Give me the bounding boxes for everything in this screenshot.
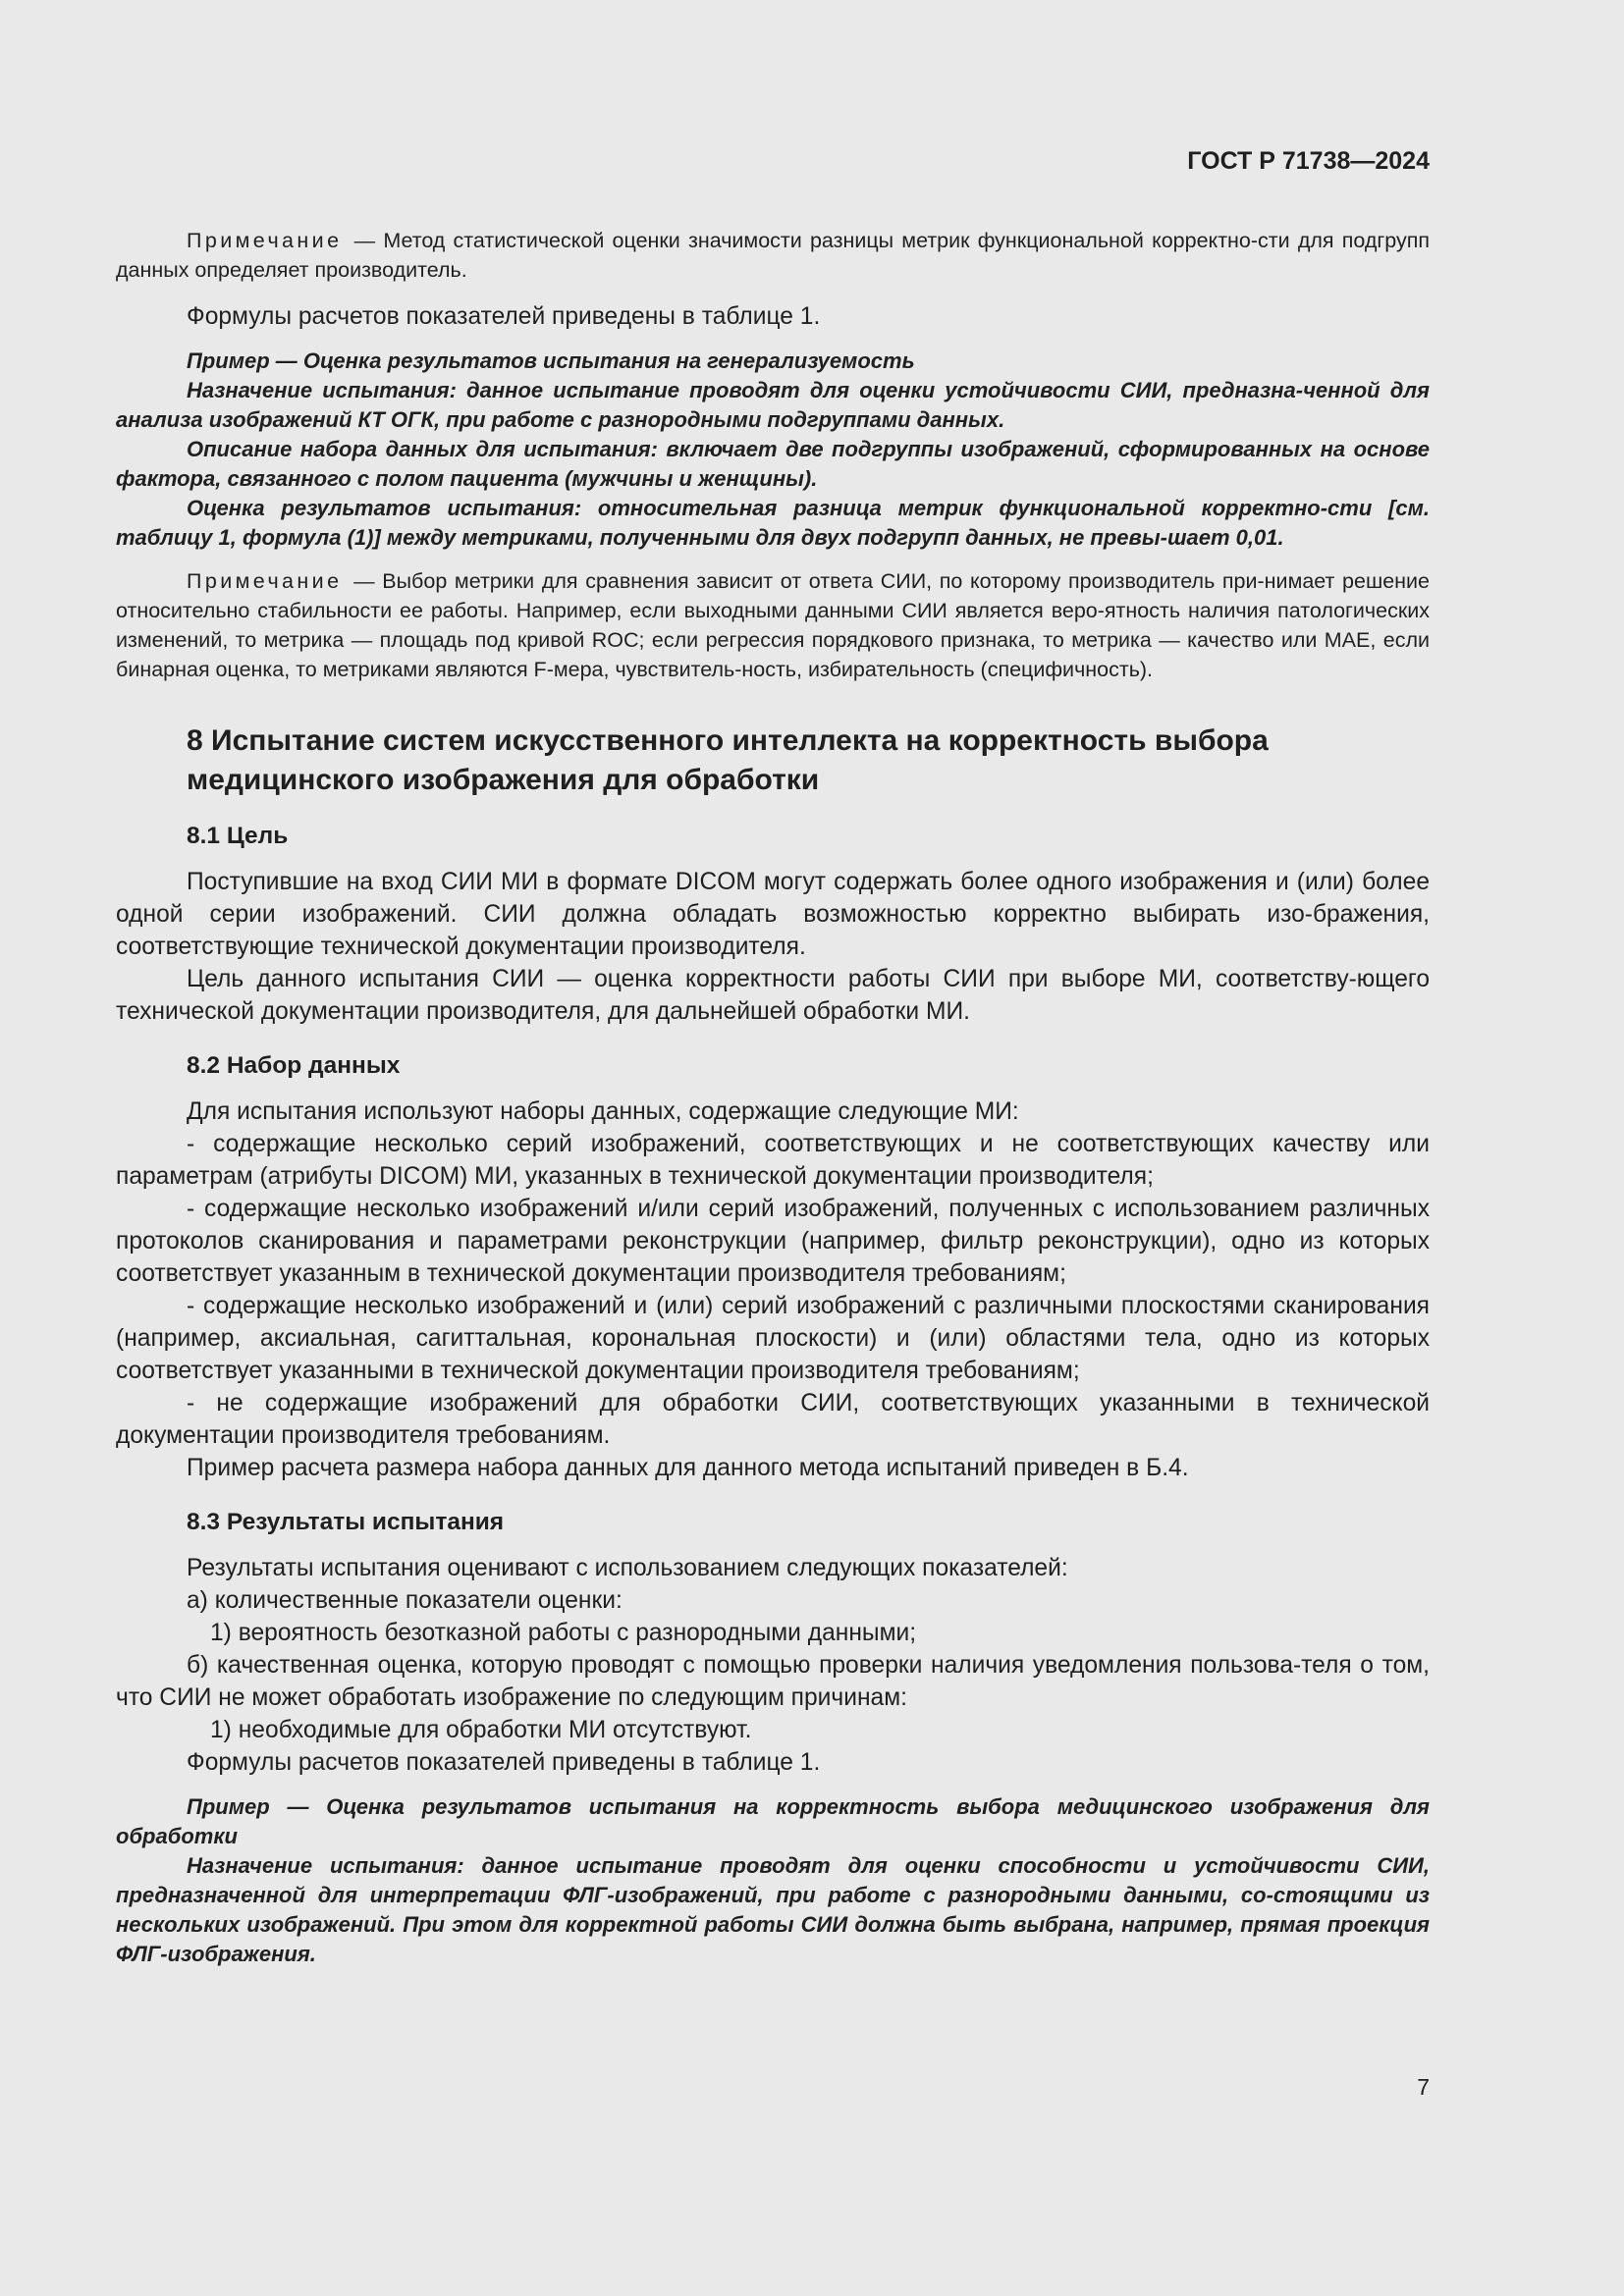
section-8-1-p1: Поступившие на вход СИИ МИ в формате DICOM могут содержать более одного изображения и (или) более одной серии изображений. СИИ должна обладать возможностью корректно выбирать изо-бражения, соответствующие технической документации производителя. [116, 869, 1430, 960]
list-item: - не содержащие изображений для обработки СИИ, соответствующих указанными в технической документации производителя требованиям. [116, 1390, 1430, 1449]
example-block-2 [116, 1792, 1430, 1969]
section-8-3-formulas-reference: Формулы расчетов показателей приведены в таблице 1. [187, 1749, 821, 1776]
example-1-dataset: Описание набора данных для испытания: включает две подгруппы изображений, сформированных на основе фактора, связанного с полом пациента (мужчины и женщины). [116, 437, 1430, 491]
section-8-3-item-a: а) количественные показатели оценки: [187, 1587, 623, 1614]
example-2-title: Пример — Оценка результатов испытания на корректность выбора медицинского изображения для обработки [116, 1794, 1430, 1848]
section-8-3-item-a1: 1) вероятность безотказной работы с разнородными данными; [210, 1620, 917, 1646]
note-2-text: — Выбор метрики для сравнения зависит от ответа СИИ, по которому производитель при-нимает решение относительно стабильности ее работы. Например, если выходными данными СИИ является веро-ятность наличия патологических изменений, то метрика — площадь под кривой ROC; если регрессия порядкового признака, то метрика — качество или MAE, если бинарная оценка, то метриками являются F-мера, чувствитель-ность, избирательность (специфичность). [116, 569, 1430, 681]
section-8-3-item-b: б) качественная оценка, которую проводят с помощью проверки наличия уведомления пользова-теля о том, что СИИ не может обработать изображение по следующим причинам: [116, 1652, 1430, 1711]
standard-code: ГОСТ Р 71738—2024 [1187, 147, 1430, 175]
example-1-purpose: Назначение испытания: данное испытание проводят для оценки устойчивости СИИ, предназна-ченной для анализа изображений КТ ОГК, при работе с разнородными подгруппами данных. [116, 378, 1430, 432]
example-block-1 [116, 347, 1430, 553]
section-8-2-intro: Для испытания используют наборы данных, содержащие следующие МИ: [187, 1098, 1019, 1125]
section-8-heading: 8 Испытание систем искусственного интеллекта на корректность выбора медицинского изображения для обработки [187, 724, 1269, 796]
note-2 [116, 566, 1430, 684]
example-1-evaluation: Оценка результатов испытания: относительная разница метрик функциональной корректно-сти [см. таблицу 1, формула (1)] между метриками, полученными для двух подгрупп данных, не превы-шает 0,01. [116, 496, 1430, 550]
section-8-2-heading: 8.2 Набор данных [187, 1052, 401, 1079]
note-1-label: Примечание [187, 229, 343, 252]
section-8-3-intro: Результаты испытания оценивают с использованием следующих показателей: [187, 1555, 1068, 1581]
example-2-purpose: Назначение испытания: данное испытание проводят для оценки способности и устойчивости СИИ, предназначенной для интерпретации ФЛГ-изображений, при работе с разнородными данными, со-стоящими из нескольких изображений. При этом для корректной работы СИИ должна быть выбрана, например, прямая проекция ФЛГ-изображения. [116, 1853, 1430, 1966]
section-8-3-heading: 8.3 Результаты испытания [187, 1509, 505, 1535]
note-1 [116, 226, 1430, 285]
list-item: - содержащие несколько изображений и/или серий изображений, полученных с использованием различных протоколов сканирования и параметрами реконструкции (например, фильтр реконструкции), одно из которых соответствует указанным в технической документации производителя требованиям; [116, 1196, 1430, 1287]
section-8-1-p2: Цель данного испытания СИИ — оценка корректности работы СИИ при выборе МИ, соответству-ющего технической документации производителя, для дальнейшей обработки МИ. [116, 966, 1430, 1025]
page-number: 7 [1417, 2074, 1430, 2100]
section-8-1-heading: 8.1 Цель [187, 823, 289, 849]
note-2-label: Примечание [187, 569, 343, 593]
list-item: - содержащие несколько изображений и (или) серий изображений с различными плоскостями сканирования (например, аксиальная, сагиттальная, корональная плоскости) и (или) областями тела, одно из которых соответствует указанными в технической документации производителя требованиям; [116, 1293, 1430, 1384]
example-1-title: Пример — Оценка результатов испытания на генерализуемость [187, 348, 915, 373]
list-item: - содержащие несколько серий изображений, соответствующих и не соответствующих качеству или параметрам (атрибуты DICOM) МИ, указанных в технической документации производителя; [116, 1131, 1430, 1190]
formulas-reference: Формулы расчетов показателей приведены в таблице 1. [187, 303, 821, 330]
note-1-text: — Метод статистической оценки значимости разницы метрик функциональной корректно-сти для подгрупп данных определяет производитель. [116, 229, 1430, 282]
document-content [116, 226, 1430, 1969]
section-8-2-example-reference: Пример расчета размера набора данных для данного метода испытаний приведен в Б.4. [187, 1455, 1189, 1481]
section-8-3-item-b1: 1) необходимые для обработки МИ отсутствуют. [210, 1717, 752, 1743]
